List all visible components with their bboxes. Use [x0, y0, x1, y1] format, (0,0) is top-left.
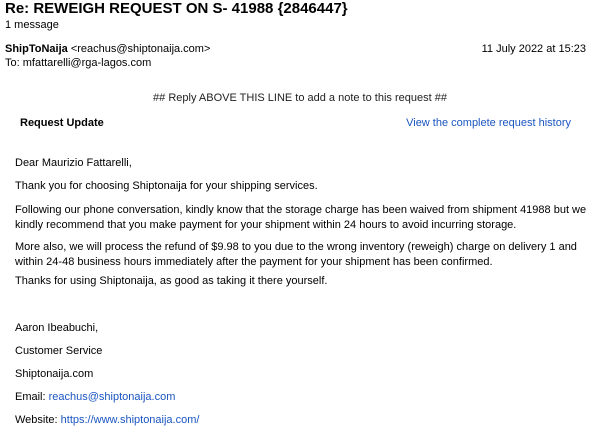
sender-email[interactable]: <reachus@shiptonaija.com>: [70, 43, 211, 55]
request-update-title: Request Update: [20, 117, 104, 129]
signature-website-label: Website:: [15, 414, 61, 426]
signature-email-label: Email:: [15, 391, 49, 403]
signature-email-line: [15, 390, 587, 405]
body-paragraph-refund: More also, we will process the refund of $9.98 to you due to the wrong inventory (reweigh) charge on delivery 1 and within 24-48 business hours immediately after the payment for your shipment has been confirmed.: [15, 241, 577, 268]
signature-role: Customer Service: [15, 345, 103, 357]
body-paragraph-thanks: Thank you for choosing Shiptonaija for your shipping services.: [15, 180, 318, 192]
recipient-line: To: mfattarelli@rga-lagos.com: [5, 57, 152, 69]
signature-name: Aaron Ibeabuchi,: [15, 322, 99, 334]
greeting: Dear Maurizio Fattarelli,: [15, 157, 132, 169]
sender-line: [5, 43, 210, 55]
email-subject: Re: REWEIGH REQUEST ON S- 41988 {2846447}: [5, 0, 348, 17]
signature-company: Shiptonaija.com: [15, 368, 94, 380]
message-count: 1 message: [5, 19, 59, 31]
signature-email-link[interactable]: reachus@shiptonaija.com: [48, 391, 176, 403]
body-paragraph-closing: Thanks for using Shiptonaija, as good as taking it there yourself.: [15, 275, 328, 287]
signature-website-line: [15, 413, 587, 428]
reply-above-line-notice: ## Reply ABOVE THIS LINE to add a note to this request ##: [153, 92, 447, 104]
view-request-history-link[interactable]: View the complete request history: [406, 117, 571, 129]
signature-website-link[interactable]: https://www.shiptonaija.com/: [60, 414, 200, 426]
body-paragraph-storage: Following our phone conversation, kindly know that the storage charge has been waived from shipment 41988 but we kindly recommend that you make payment for your shipment within 24 hours to avoid incurring storage.: [15, 204, 587, 231]
email-date: 11 July 2022 at 15:23: [481, 43, 586, 55]
sender-name[interactable]: ShipToNaija: [5, 43, 68, 55]
